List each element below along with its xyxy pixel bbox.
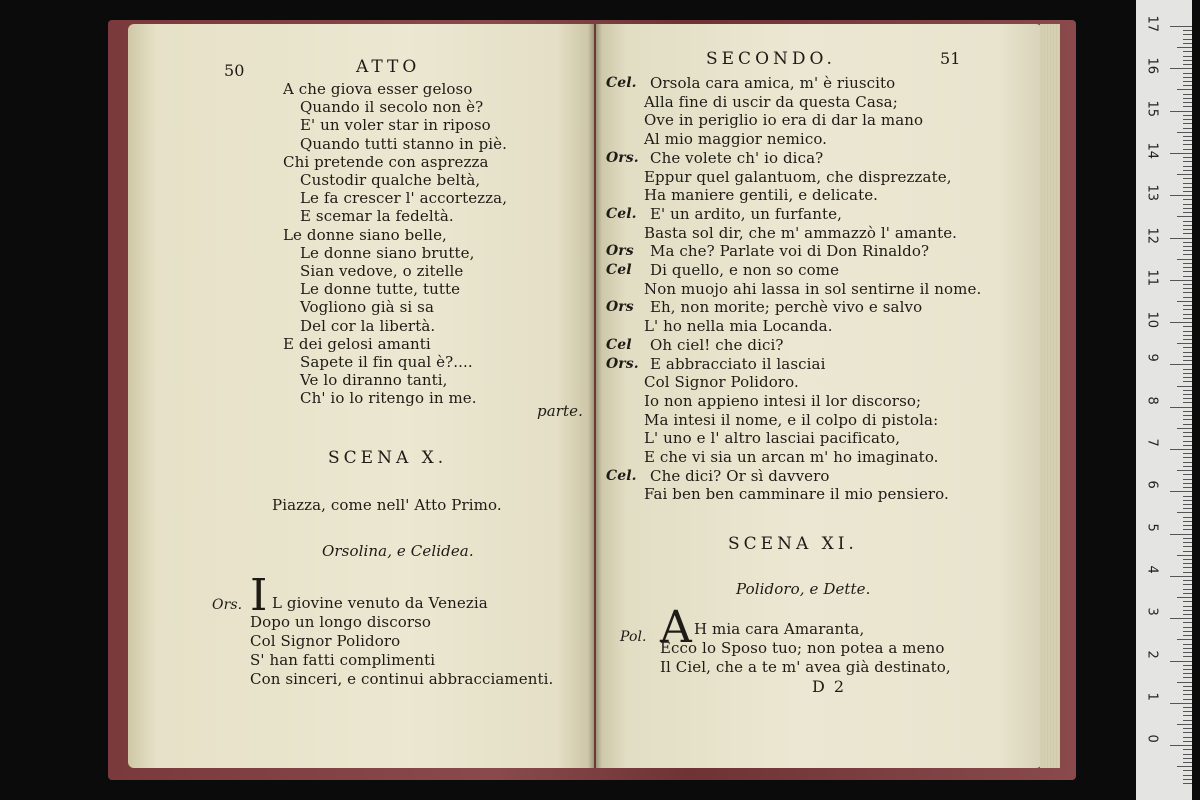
book-gutter [588,24,602,768]
ruler-tick [1177,301,1192,302]
ruler-tick [1183,115,1192,116]
ruler-tick [1183,377,1192,378]
ruler-tick [1177,132,1192,133]
ruler-tick [1170,576,1192,577]
ruler-tick [1170,195,1192,196]
ruler-tick [1183,284,1192,285]
ruler-tick [1183,711,1192,712]
ruler-tick [1170,364,1192,365]
ruler-tick [1183,466,1192,467]
dialogue-line: L' uno e l' altro lasciai pacificato, [644,429,901,448]
ruler-tick [1177,639,1192,640]
ruler-tick [1183,669,1192,670]
speaker-ors-label: Ors. [212,597,243,613]
ruler-tick [1183,741,1192,742]
aria-line: A che giova esser geloso [283,80,473,98]
ruler-tick [1183,610,1192,611]
measuring-ruler [1136,0,1192,800]
ruler-tick [1183,479,1192,480]
dialogue-line: Eh, non morite; perchè vivo e salvo [650,298,923,317]
ruler-tick [1177,89,1192,90]
speaker-label: Ors [606,299,634,316]
ruler-tick [1183,30,1192,31]
ruler-tick [1183,77,1192,78]
ruler-tick [1183,309,1192,310]
ruler-tick [1183,199,1192,200]
ruler-tick [1177,724,1192,725]
ruler-tick [1183,204,1192,205]
ruler-number: 9 [1144,353,1160,363]
speech-line: Col Signor Polidoro [250,632,401,650]
ruler-tick [1183,563,1192,564]
ruler-tick [1183,694,1192,695]
ruler-tick [1183,453,1192,454]
scene-xi-characters: Polidoro, e Dette. [736,580,871,598]
ruler-tick [1183,263,1192,264]
ruler-tick [1183,166,1192,167]
ruler-tick [1170,322,1192,323]
dialogue-line: L' ho nella mia Locanda. [644,317,833,336]
exit-direction: parte. [537,402,583,420]
ruler-tick [1183,94,1192,95]
speaker-label: Cel [606,336,632,353]
ruler-tick [1170,238,1192,239]
ruler-tick [1183,352,1192,353]
scene-heading-x: SCENA X. [328,448,448,468]
ruler-tick [1183,191,1192,192]
ruler-tick [1183,254,1192,255]
speech-line: Dopo un longo discorso [250,613,432,631]
drop-cap-a: A [660,602,692,653]
ruler-tick [1183,246,1192,247]
speaker-pol-label: Pol. [620,629,647,645]
ruler-tick [1183,183,1192,184]
drop-cap-i: I [250,570,268,621]
ruler-number: 2 [1144,650,1160,659]
ruler-number: 12 [1144,227,1160,244]
ruler-tick [1183,373,1192,374]
aria-line: Custodir qualche beltà, [300,171,481,189]
dialogue-line: Non muojo ahi lassa in sol sentirne il nome. [644,279,982,298]
dialogue-line: E abbracciato il lasciai [650,354,826,373]
speech-line: Il Ciel, che a te m' avea già destinato, [660,658,951,676]
ruler-tick [1177,555,1192,556]
ruler-number: 10 [1144,311,1160,329]
ruler-tick [1183,369,1192,370]
ruler-tick [1183,390,1192,391]
right-running-head: SECONDO. [706,49,836,69]
ruler-tick [1183,432,1192,433]
aria-line: E' un voler star in riposo [300,116,491,135]
ruler-tick [1183,551,1192,552]
ruler-tick [1183,250,1192,251]
ruler-tick [1183,584,1192,585]
ruler-tick [1183,644,1192,645]
aria-line: Sapete il fin qual è?.... [300,353,473,371]
ruler-tick [1183,178,1192,179]
ruler-tick [1177,428,1192,429]
ruler-tick [1183,119,1192,120]
dialogue-line: Orsola cara amica, m' è riuscito [650,74,896,92]
ruler-number: 14 [1144,142,1160,159]
ruler-tick [1183,360,1192,361]
ruler-tick [1183,233,1192,234]
ruler-tick [1183,339,1192,340]
ruler-tick [1170,280,1192,281]
ruler-tick [1177,597,1192,598]
ruler-tick [1183,136,1192,137]
ruler-tick [1177,470,1192,471]
ruler-tick [1183,559,1192,560]
ruler-tick [1170,26,1192,27]
ruler-tick [1183,229,1192,230]
speech-line: S' han fatti complimenti [250,651,436,669]
scene-heading-xi: SCENA XI. [728,534,858,554]
ruler-tick [1183,419,1192,420]
ruler-tick [1183,538,1192,539]
ruler-tick [1183,474,1192,475]
ruler-tick [1183,212,1192,213]
ruler-tick [1183,525,1192,526]
ruler-tick [1183,699,1192,700]
ruler-tick [1183,758,1192,759]
ruler-number: 13 [1144,184,1160,202]
ruler-tick [1183,677,1192,678]
ruler-tick [1183,504,1192,505]
right-page-number: 51 [940,49,961,68]
aria-line: Ve lo diranno tanti, [300,371,448,390]
aria-line: Le donne siano brutte, [300,243,475,262]
ruler-tick [1183,221,1192,222]
ruler-tick [1183,149,1192,150]
ruler-tick [1183,102,1192,103]
ruler-tick [1170,534,1192,535]
speaker-label: Cel [606,262,632,278]
ruler-tick [1183,34,1192,35]
aria-line: E scemar la fedeltà. [300,207,454,226]
ruler-tick [1183,457,1192,458]
ruler-tick [1183,161,1192,162]
dialogue-line: Basta sol dir, che m' ammazzò l' amante. [644,223,958,242]
ruler-tick [1183,318,1192,319]
ruler-tick [1183,297,1192,298]
ruler-tick [1183,398,1192,399]
ruler-tick [1183,783,1192,784]
ruler-tick [1183,271,1192,272]
speaker-label: Ors. [606,149,639,166]
ruler-tick [1170,745,1192,746]
ruler-number: 16 [1144,57,1160,75]
ruler-tick [1183,356,1192,357]
page-edges [1040,24,1060,768]
speech-line: Ecco lo Sposo tuo; non potea a meno [660,639,945,657]
dialogue-line: Che volete ch' io dica? [650,148,824,167]
ruler-tick [1183,775,1192,776]
ruler-tick [1183,394,1192,395]
ruler-tick [1183,242,1192,243]
ruler-tick [1183,106,1192,107]
ruler-tick [1183,631,1192,632]
dialogue-line: Che dici? Or sì davvero [650,466,830,485]
ruler-tick [1183,542,1192,543]
ruler-tick [1183,462,1192,463]
dialogue-line: Col Signor Polidoro. [644,373,799,392]
ruler-tick [1183,521,1192,522]
ruler-tick [1170,68,1192,69]
ruler-tick [1183,187,1192,188]
dialogue-line: Alla fine di uscir da questa Casa; [644,92,898,111]
ruler-tick [1183,483,1192,484]
ruler-tick [1183,648,1192,649]
ruler-tick [1183,60,1192,61]
ruler-tick [1183,707,1192,708]
aria-line: Sian vedove, o zitelle [300,262,464,280]
ruler-tick [1183,720,1192,721]
ruler-tick [1170,449,1192,450]
ruler-tick [1183,622,1192,623]
ruler-tick [1183,381,1192,382]
ruler-tick [1170,407,1192,408]
signature-mark: D 2 [812,677,847,696]
ruler-tick [1183,128,1192,129]
ruler-tick [1177,766,1192,767]
ruler-tick [1170,153,1192,154]
ruler-tick [1183,314,1192,315]
ruler-tick [1170,703,1192,704]
aria-line: Del cor la libertà. [300,316,436,335]
speech-line: L giovine venuto da Venezia [272,594,488,612]
ruler-tick [1177,47,1192,48]
ruler-tick [1183,496,1192,497]
ruler-tick [1183,402,1192,403]
dialogue-line: Ove in periglio io era di dar la mano [644,111,924,130]
ruler-number: 6 [1144,480,1160,490]
ruler-tick [1183,85,1192,86]
dialogue-line: Ha maniere gentili, e delicate. [644,186,879,205]
speaker-label: Cel. [606,205,637,222]
ruler-tick [1183,411,1192,412]
ruler-tick [1183,601,1192,602]
ruler-tick [1177,343,1192,344]
dialogue-line: Oh ciel! che dici? [650,335,784,354]
aria-line: Le donne siano belle, [283,225,447,244]
scene-setting: Piazza, come nell' Atto Primo. [272,496,502,514]
ruler-tick [1183,331,1192,332]
ruler-number: 15 [1144,100,1160,117]
ruler-tick [1183,715,1192,716]
ruler-tick [1183,305,1192,306]
ruler-number: 11 [1144,269,1160,286]
ruler-number: 7 [1144,438,1160,447]
ruler-tick [1183,144,1192,145]
ruler-tick [1183,487,1192,488]
ruler-tick [1183,686,1192,687]
aria-line: Le fa crescer l' accortezza, [300,189,508,208]
aria-line: Vogliono già si sa [300,298,434,317]
speaker-label: Ors. [606,355,639,372]
dialogue-line: Io non appieno intesi il lor discorso; [644,391,922,410]
ruler-tick [1183,754,1192,755]
ruler-tick [1183,652,1192,653]
ruler-tick [1183,580,1192,581]
ruler-tick [1183,292,1192,293]
ruler-tick [1183,732,1192,733]
left-page-number: 50 [224,61,245,80]
ruler-tick [1183,170,1192,171]
ruler-tick [1183,779,1192,780]
ruler-tick [1183,415,1192,416]
speech-line: H mia cara Amaranta, [694,620,865,638]
ruler-tick [1183,51,1192,52]
ruler-tick [1183,690,1192,691]
ruler-tick [1177,682,1192,683]
ruler-tick [1183,347,1192,348]
ruler-tick [1183,656,1192,657]
ruler-tick [1183,140,1192,141]
ruler-number: 8 [1144,396,1160,405]
ruler-number: 5 [1144,523,1160,532]
ruler-tick [1183,81,1192,82]
ruler-tick [1183,517,1192,518]
dialogue-line: Ma che? Parlate voi di Don Rinaldo? [650,242,930,261]
dialogue-line: Eppur quel galantuom, che disprezzate, [644,167,952,186]
dialogue-line: Ma intesi il nome, e il colpo di pistola: [644,410,939,429]
ruler-tick [1183,39,1192,40]
speech-line: Con sinceri, e continui abbracciamenti. [250,670,554,688]
ruler-tick [1170,491,1192,492]
ruler-tick [1183,665,1192,666]
ruler-number: 17 [1144,15,1160,33]
ruler-tick [1183,64,1192,65]
aria-line: Ch' io lo ritengo in me. [300,389,477,408]
ruler-tick [1177,512,1192,513]
ruler-tick [1177,259,1192,260]
ruler-tick [1183,593,1192,594]
scene-x-characters: Orsolina, e Celidea. [322,542,474,560]
ruler-tick [1183,157,1192,158]
ruler-tick [1183,546,1192,547]
dialogue-line: Di quello, e non so come [650,261,840,279]
ruler-tick [1183,267,1192,268]
ruler-tick [1183,567,1192,568]
ruler-tick [1183,43,1192,44]
ruler-tick [1183,441,1192,442]
aria-line: E dei gelosi amanti [283,334,431,353]
ruler-tick [1183,98,1192,99]
ruler-tick [1177,386,1192,387]
ruler-tick [1183,627,1192,628]
ruler-tick [1183,424,1192,425]
dialogue-line: Al mio maggior nemico. [644,130,828,149]
ruler-tick [1183,73,1192,74]
aria-line: Quando tutti stanno in piè. [300,134,508,153]
ruler-tick [1183,529,1192,530]
ruler-tick [1183,762,1192,763]
ruler-tick [1183,123,1192,124]
ruler-tick [1183,56,1192,57]
dialogue-line: E che vi sia un arcan m' ho imaginato. [644,448,939,466]
ruler-tick [1183,728,1192,729]
ruler-tick [1170,111,1192,112]
aria-line: Quando il secolo non è? [300,98,484,117]
ruler-tick [1170,661,1192,662]
ruler-tick [1183,635,1192,636]
ruler-tick [1183,276,1192,277]
ruler-number: 1 [1144,692,1160,701]
ruler-tick [1183,335,1192,336]
speaker-label: Cel. [606,75,637,91]
ruler-tick [1183,288,1192,289]
ruler-tick [1183,208,1192,209]
ruler-number: 4 [1144,565,1160,574]
ruler-tick [1183,737,1192,738]
dialogue-line: Fai ben ben camminare il mio pensiero. [644,485,949,504]
ruler-tick [1183,589,1192,590]
ruler-tick [1177,216,1192,217]
dialogue-line: E' un ardito, un furfante, [650,204,842,223]
ruler-tick [1183,436,1192,437]
ruler-tick [1183,326,1192,327]
ruler-tick [1183,572,1192,573]
ruler-tick [1177,174,1192,175]
ruler-number: 3 [1144,607,1160,616]
speaker-label: Ors [606,243,634,260]
ruler-tick [1183,673,1192,674]
ruler-number: 0 [1144,734,1160,743]
aria-line: Le donne tutte, tutte [300,280,461,299]
left-running-head: ATTO [356,57,421,77]
ruler-tick [1183,508,1192,509]
ruler-tick [1183,500,1192,501]
aria-line: Chi pretende con asprezza [283,152,489,171]
speaker-label: Cel. [606,467,637,484]
ruler-tick [1183,749,1192,750]
ruler-tick [1183,445,1192,446]
ruler-tick [1183,225,1192,226]
ruler-tick [1183,770,1192,771]
ruler-tick [1183,614,1192,615]
ruler-tick [1183,606,1192,607]
ruler-tick [1170,618,1192,619]
